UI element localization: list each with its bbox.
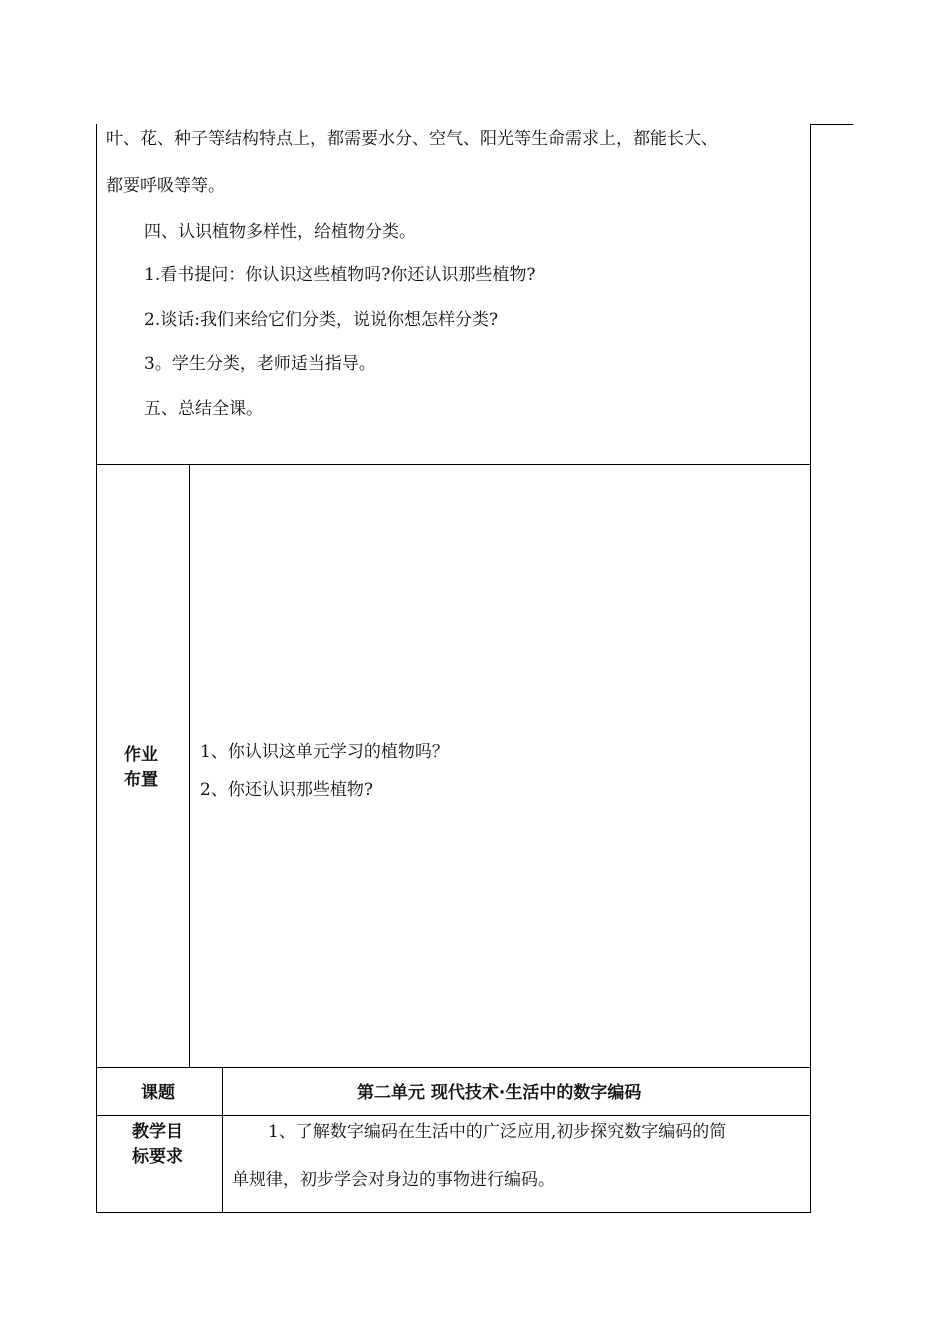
objectives-label: 教学目 xyxy=(132,1122,183,1142)
column-divider-topic xyxy=(222,1067,223,1213)
row-divider-topic xyxy=(96,1115,811,1116)
objectives-line: 1、了解数字编码在生活中的广泛应用,初步探究数字编码的简 xyxy=(268,1122,727,1142)
table-right-border xyxy=(810,124,811,1213)
top-edge-line xyxy=(811,124,853,125)
procedure-line: 2.谈话:我们来给它们分类，说说你想怎样分类? xyxy=(144,310,499,330)
topic-label: 课题 xyxy=(141,1083,175,1103)
table-left-border xyxy=(96,124,97,1213)
column-divider-homework xyxy=(189,464,190,1068)
homework-label: 布置 xyxy=(124,770,158,790)
procedure-line: 五、总结全课。 xyxy=(144,399,263,419)
procedure-line: 1.看书提问：你认识这些植物吗?你还认识那些植物? xyxy=(144,265,536,285)
homework-item: 1、你认识这单元学习的植物吗？ xyxy=(200,742,449,762)
row-divider-homework xyxy=(96,1067,811,1068)
table-bottom-border xyxy=(96,1212,811,1213)
procedure-line: 四、认识植物多样性，给植物分类。 xyxy=(144,222,416,242)
procedure-line: 都要呼吸等等。 xyxy=(106,176,225,196)
procedure-line: 3。学生分类，老师适当指导。 xyxy=(144,354,376,374)
objectives-label: 标要求 xyxy=(132,1147,183,1167)
objectives-line: 单规律，初步学会对身边的事物进行编码。 xyxy=(232,1170,555,1190)
homework-item: 2、你还认识那些植物? xyxy=(200,780,373,800)
homework-label: 作业 xyxy=(124,745,158,765)
procedure-line: 叶、花、种子等结构特点上，都需要水分、空气、阳光等生命需求上，都能长大、 xyxy=(106,129,718,149)
row-divider-procedure xyxy=(96,464,811,465)
topic-value: 第二单元 现代技术·生活中的数字编码 xyxy=(357,1083,642,1103)
